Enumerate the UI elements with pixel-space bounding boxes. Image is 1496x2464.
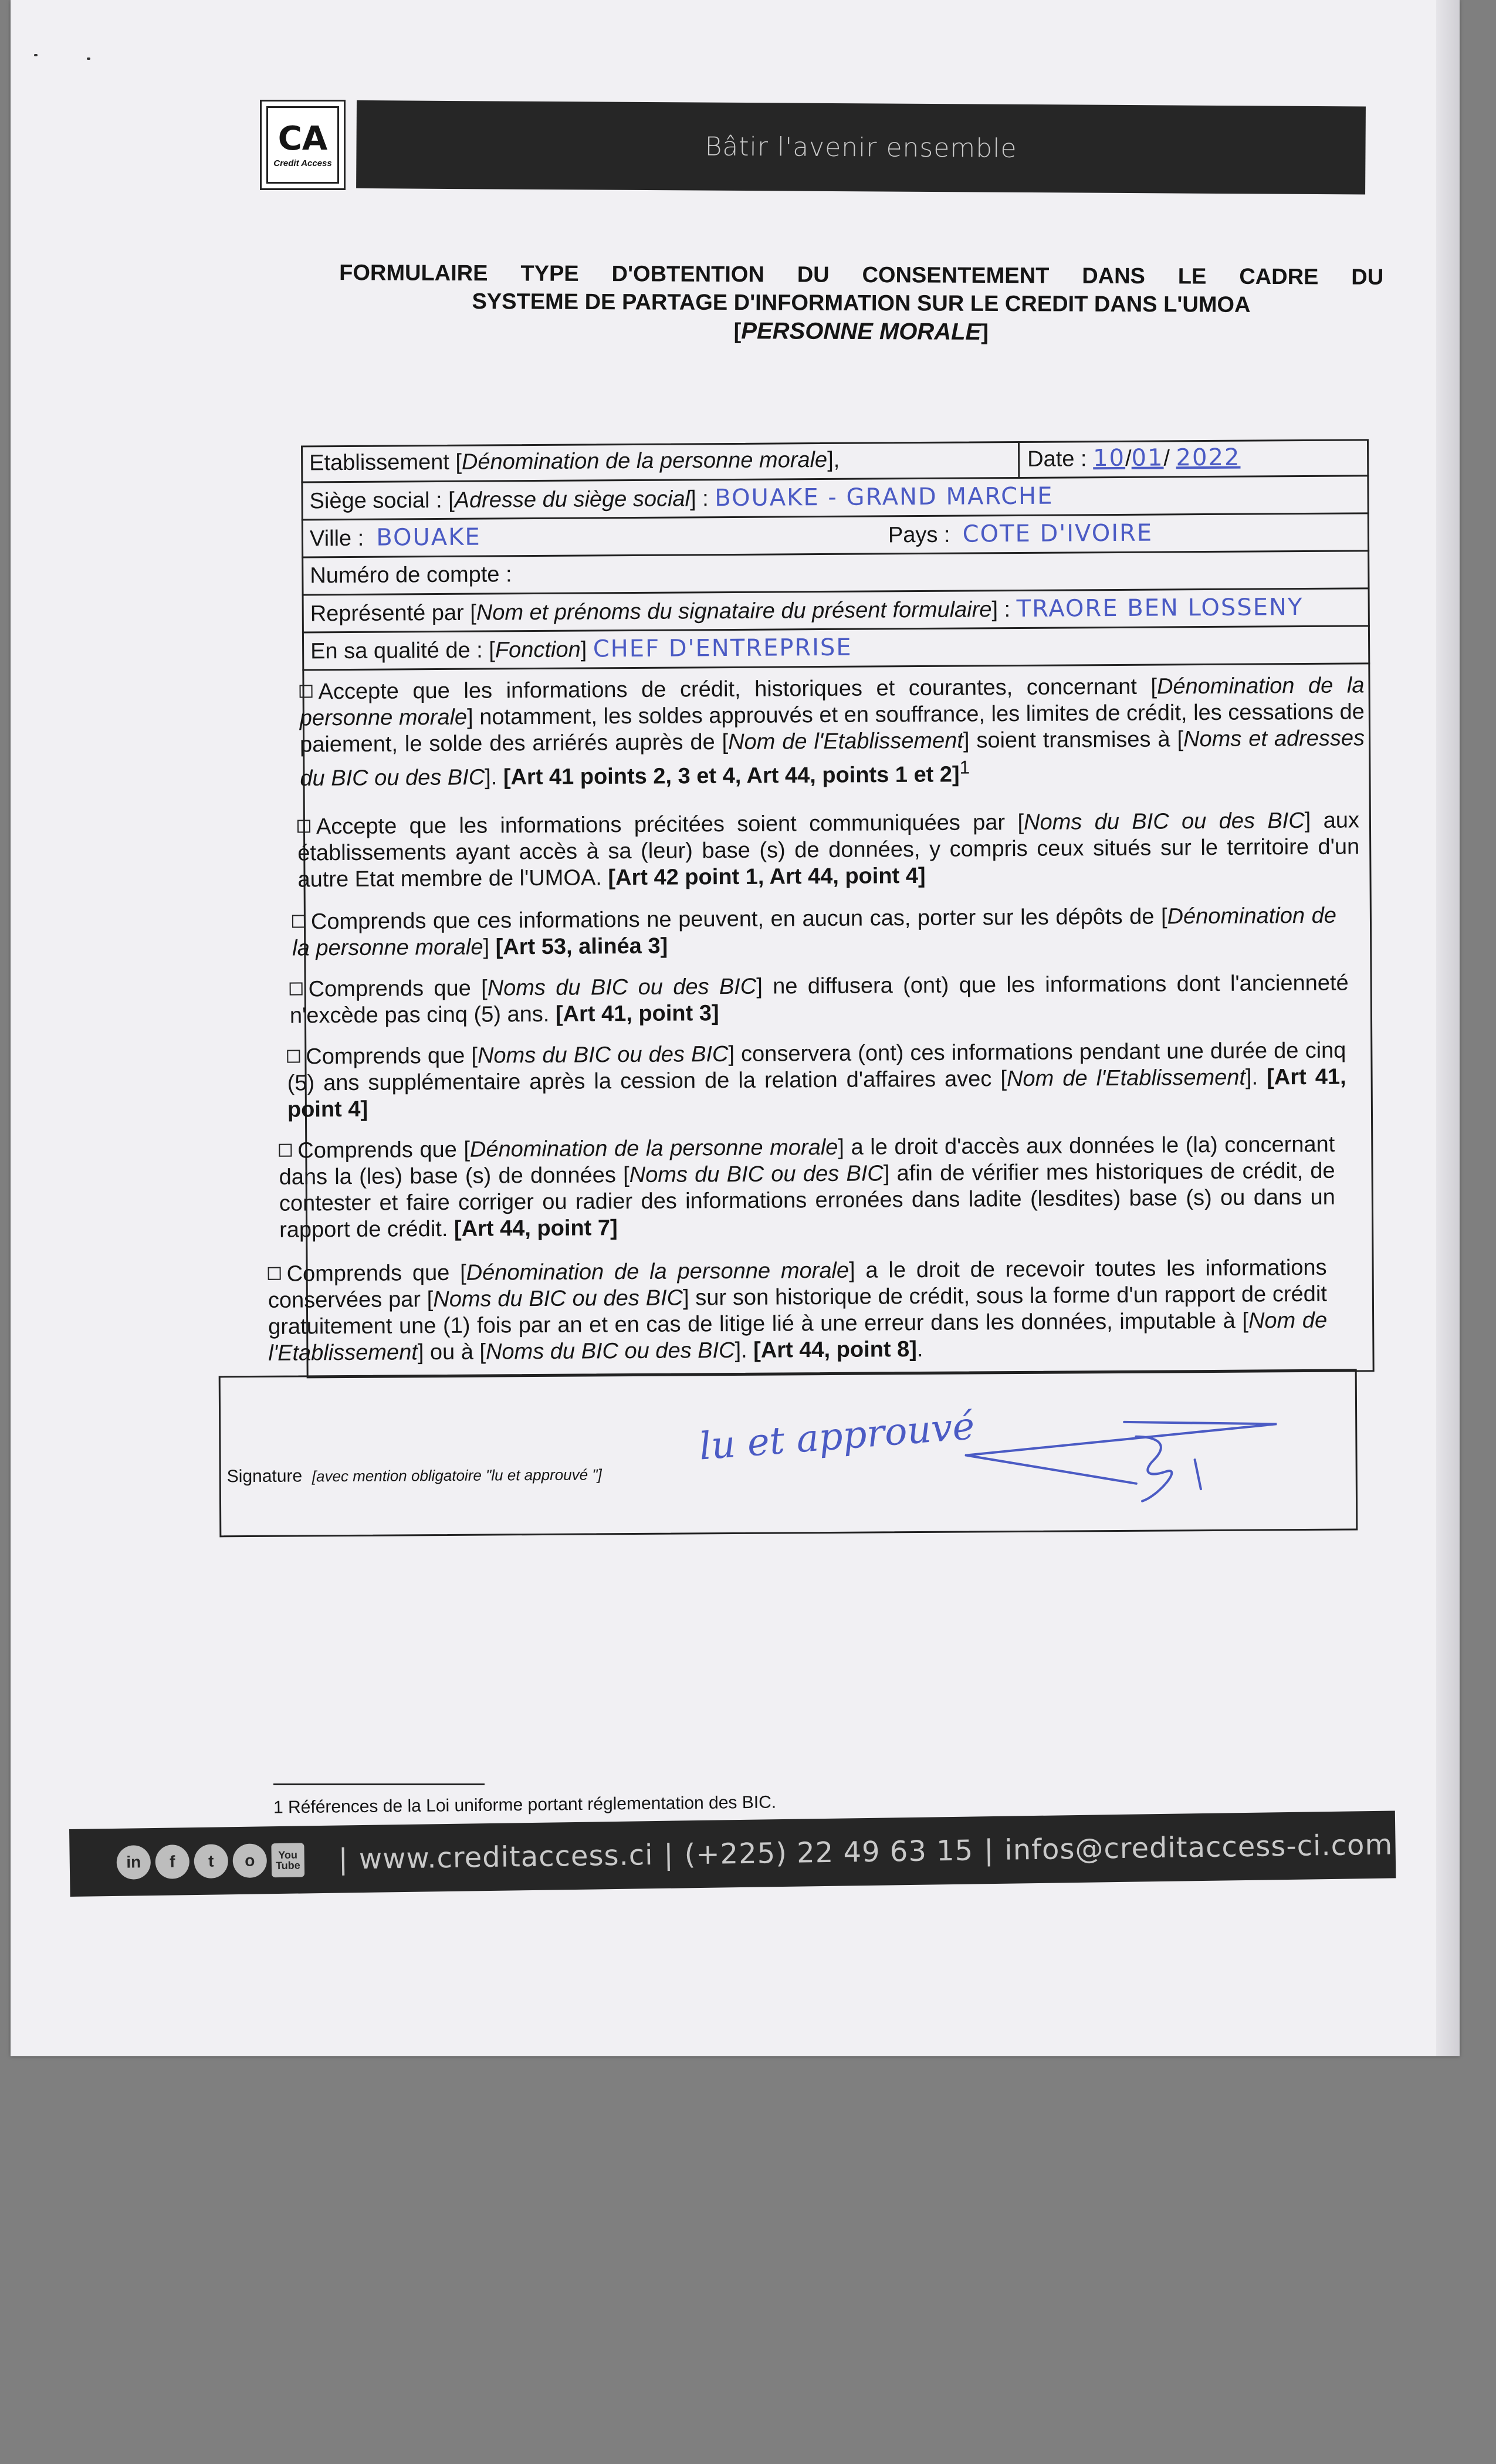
clause-text: ] aux établissements ayant accès à sa (leur) base (s) de données, y compris ceux situés sur le territoire d'un autre Etat membre de l'UMOA.	[297, 808, 1360, 892]
date-field[interactable]: Date : 10/01/ 2022	[1027, 444, 1241, 472]
row-numero-compte[interactable]	[302, 551, 1369, 595]
clause-reference: [Art 44, point 8]	[753, 1337, 918, 1363]
consent-form	[226, 439, 1375, 1552]
etablissement-hint: Dénomination de la personne morale	[461, 447, 828, 475]
qualite-label: En sa qualité de : [	[310, 638, 496, 664]
clause-reference: [Art 53, alinéa 3]	[495, 933, 668, 960]
siege-end: ] :	[689, 486, 709, 512]
clause-6-checkbox[interactable]	[279, 1144, 292, 1157]
clause-6	[273, 1132, 1341, 1244]
logo-ca-mark-icon: CA	[277, 119, 328, 158]
row-etablissement	[301, 439, 1369, 483]
slogan: Bâtir l'avenir ensemble	[705, 131, 1017, 164]
date-label: Date :	[1027, 446, 1087, 472]
clause-hint: Noms du BIC ou des BIC	[433, 1285, 683, 1312]
clause-reference: [Art 41, point 3]	[555, 1001, 719, 1027]
compte-label: Numéro de compte :	[310, 562, 512, 588]
siege-label: Siège social : [	[309, 488, 455, 514]
handwritten-signature	[960, 1400, 1289, 1508]
clause-text: .	[916, 1337, 923, 1362]
clause-text: ] ne diffusera (ont) que les informations dont l'ancienneté n'excède pas cinq (5) ans.	[289, 970, 1349, 1028]
clause-text: Comprends que [	[306, 1043, 478, 1069]
date-month-value: 01	[1131, 444, 1164, 472]
title-line-3: [PERSONNE MORALE]	[733, 318, 989, 345]
represente-end: ] :	[991, 597, 1011, 622]
document-page	[11, 0, 1460, 2056]
scan-speck	[87, 57, 90, 60]
clause-text: Accepte que les informations de crédit, historiques et courantes, concernant [	[318, 674, 1157, 705]
clause-5-checkbox[interactable]	[287, 1050, 300, 1062]
qualite-hint: Fonction	[495, 637, 581, 663]
represente-hint: Nom et prénoms du signataire du présent formulaire	[476, 597, 992, 625]
clause-hint: Nom de l'Etablissement	[268, 1308, 1328, 1366]
clause-text: ].	[485, 765, 504, 790]
footer-separator: |	[664, 1838, 675, 1871]
clause-text: Comprends que ces informations ne peuvent, en aucun cas, porter sur les dépôts de [	[310, 904, 1167, 935]
facebook-icon[interactable]: f	[155, 1844, 189, 1879]
clause-hint: Dénomination de la personne morale	[292, 903, 1337, 961]
twitter-icon[interactable]: t	[194, 1844, 228, 1879]
clause-2-checkbox[interactable]	[297, 820, 310, 832]
ville-label: Ville :	[309, 526, 364, 551]
clause-4-checkbox[interactable]	[290, 982, 303, 995]
pays-field[interactable]	[888, 516, 1153, 553]
footer-phone: (+225) 22 49 63 15	[684, 1833, 974, 1871]
clause-text: Accepte que les informations précitées soient communiquées par [	[316, 810, 1024, 840]
clause-reference: [Art 42 point 1, Art 44, point 4]	[608, 863, 926, 891]
clause-text: ] notamment, les soldes approuvés et en souffrance, les limites de crédit, les cessations de paiement, le solde des arriérés auprès de [	[299, 699, 1365, 757]
footer-website-link[interactable]: www.creditaccess.ci	[358, 1838, 654, 1876]
siege-value: BOUAKE - GRAND MARCHE	[715, 482, 1054, 512]
title-line-2: SYSTEME DE PARTAGE D'INFORMATION SUR LE CREDIT DANS L'UMOA	[472, 289, 1251, 317]
qualite-end: ]	[580, 637, 587, 662]
clause-3	[286, 903, 1343, 962]
etablissement-end: ],	[827, 447, 840, 472]
clause-text: ] afin de vérifier mes historiques de crédit, de contester et faire corriger ou radier des informations erronées dans ladite (lesdites) base (s) ou dans un rapport de crédit.	[279, 1158, 1335, 1243]
clause-text: Comprends que [	[308, 976, 488, 1002]
clause-4	[284, 970, 1355, 1029]
clause-text: ]	[483, 935, 496, 960]
footer-band	[69, 1810, 1396, 1897]
clause-hint: Noms et adresses du BIC ou des BIC	[300, 726, 1365, 791]
row-represente-par[interactable]	[302, 589, 1370, 633]
ville-field[interactable]	[309, 523, 481, 551]
clause-text: ].	[1245, 1065, 1267, 1090]
row-ville-pays	[302, 514, 1369, 558]
youtube-icon[interactable]: You Tube	[271, 1843, 304, 1877]
form-title	[339, 259, 1384, 348]
clause-hint: Dénomination de la personne morale	[469, 1135, 838, 1162]
footnote-marker: 1	[959, 756, 970, 778]
clause-text: ] a le droit d'accès aux données le (la) concernant dans la (les) base (s) de données [	[279, 1132, 1335, 1190]
clause-text: ] soient transmises à [	[963, 727, 1184, 753]
scan-speck	[34, 54, 38, 56]
clause-text: Comprends que [	[286, 1260, 466, 1287]
clause-hint: Noms du BIC ou des BIC	[477, 1042, 729, 1068]
page-edge-shadow	[1436, 0, 1460, 2056]
clause-hint: Noms du BIC ou des BIC	[629, 1161, 884, 1188]
clause-reference: [Art 44, point 7]	[453, 1216, 618, 1241]
linkedin-icon[interactable]: in	[116, 1845, 151, 1880]
ville-value: BOUAKE	[376, 523, 481, 551]
clause-hint: Noms du BIC ou des BIC	[487, 974, 757, 1001]
clause-7	[262, 1255, 1333, 1367]
clause-hint: Dénomination de la personne morale	[466, 1258, 849, 1285]
footer-contact	[327, 1828, 1393, 1876]
date-divider	[1018, 441, 1020, 479]
clause-7-checkbox[interactable]	[268, 1267, 281, 1280]
credit-access-logo	[260, 100, 346, 190]
signature-label-group	[227, 1464, 602, 1487]
footer-email-link[interactable]: infos@creditaccess-ci.com	[1004, 1828, 1393, 1867]
signature-mention: [avec mention obligatoire "lu et approuvé "]	[312, 1465, 602, 1485]
siege-hint: Adresse du siège social	[454, 486, 691, 513]
handwritten-lu-et-approuve: lu et approuvé	[698, 1404, 976, 1469]
logo-text: Credit Access	[273, 158, 332, 168]
title-personne-morale: PERSONNE MORALE	[741, 318, 981, 345]
clause-hint: Dénomination de la personne morale	[299, 673, 1365, 731]
date-year-value: 2022	[1176, 444, 1241, 472]
footer-separator: |	[983, 1833, 994, 1867]
clause-hint: Nom de l'Etablissement	[728, 728, 964, 755]
clause-1-checkbox[interactable]	[299, 685, 312, 698]
row-qualite[interactable]	[302, 627, 1370, 671]
clause-reference: [Art 41, point 4]	[287, 1064, 1346, 1122]
pays-label: Pays :	[888, 522, 950, 548]
clause-text: ] a le droit de recevoir toutes les informations conservées par [	[268, 1255, 1327, 1313]
clause-text: ] sur son historique de crédit, sous la forme d'un rapport de crédit gratuitement une (1) fois par an et en cas de litige lié à une erreur dans les données, imputable à [	[268, 1281, 1328, 1339]
represente-label: Représenté par [	[310, 600, 476, 627]
row-siege-social[interactable]	[301, 476, 1369, 520]
signature-row[interactable]	[219, 1369, 1358, 1537]
clause-reference: [Art 41 points 2, 3 et 4, Art 44, points 1 et 2]	[503, 762, 960, 790]
date-day-value: 10	[1092, 444, 1126, 472]
etablissement-label: Etablissement [	[309, 449, 462, 476]
clause-text: ].	[735, 1338, 754, 1363]
footer-separator: |	[338, 1842, 349, 1876]
clause-hint: Noms du BIC ou des BIC	[1023, 808, 1305, 835]
footnote-separator	[273, 1783, 485, 1785]
clause-text: ] ou à [	[417, 1339, 486, 1365]
logo-frame	[266, 106, 339, 184]
letterhead	[260, 97, 1363, 199]
signature-label: Signature	[226, 1466, 303, 1487]
represente-value: TRAORE BEN LOSSENY	[1016, 594, 1304, 623]
pays-value: COTE D'IVOIRE	[962, 519, 1153, 548]
clause-hint: Noms du BIC ou des BIC	[485, 1338, 735, 1365]
title-line-1: FORMULAIRE TYPE D'OBTENTION DU CONSENTEMENT DANS LE CADRE DU	[339, 260, 1384, 290]
clause-2	[292, 807, 1366, 893]
footnote: 1 Références de la Loi uniforme portant réglementation des BIC.	[273, 1792, 777, 1817]
clause-5	[281, 1038, 1352, 1123]
header-band	[356, 100, 1366, 195]
instagram-icon[interactable]: o	[232, 1843, 267, 1878]
clause-text: ] conservera (ont) ces informations pendant une durée de cinq (5) ans supplémentaire après la cession de la relation d'affaires avec [	[287, 1038, 1346, 1096]
social-icons	[116, 1843, 304, 1879]
clause-3-checkbox[interactable]	[292, 915, 305, 928]
clause-hint: Nom de l'Etablissement	[1006, 1065, 1246, 1092]
clause-1	[293, 672, 1370, 792]
qualite-value: CHEF D'ENTREPRISE	[593, 634, 852, 663]
clause-text: Comprends que [	[297, 1137, 471, 1163]
